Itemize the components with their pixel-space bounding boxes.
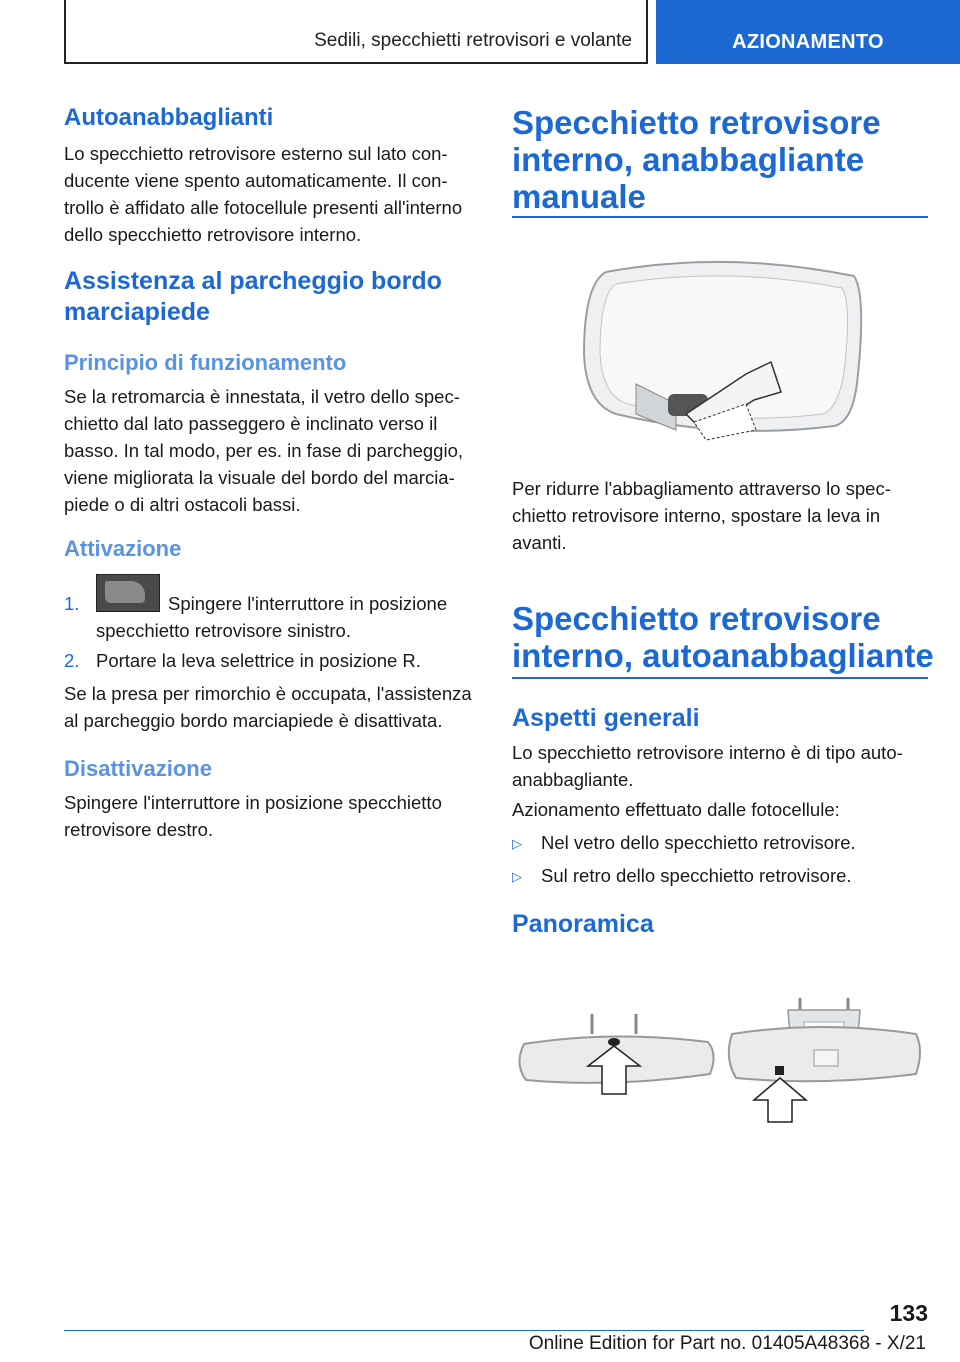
section-title-text: Sedili, specchietti retrovisori e volante xyxy=(314,30,632,51)
heading-autoanabbagliante: Specchietto retrovisore interno, autoanabbagliante xyxy=(512,600,934,674)
footer-edition: Online Edition for Part no. 01405A48368 - X/21 xyxy=(528,1333,926,1354)
mirror-switch-icon xyxy=(96,574,160,612)
footer-rule xyxy=(64,1330,864,1331)
heading-manuale: Specchietto retrovisore interno, anabbagliante manuale xyxy=(512,104,881,215)
bullet-marker-icon: ▷ xyxy=(512,836,522,851)
heading-panoramica: Panoramica xyxy=(512,910,654,938)
heading-autoanabbaglianti: Autoanabbaglianti xyxy=(64,104,274,131)
paragraph-aspetti: Lo specchietto retrovisore interno è di tipo auto- anabbagliante. xyxy=(512,742,903,790)
paragraph-principio: Se la retromarcia è innestata, il vetro dello spec- chietto dal lato passeggero è inclinato verso il basso. In tal modo, per es. in fase di parcheggio, viene migliorata la visuale del bordo del marcia- piede o di altri ostacoli bassi. xyxy=(64,386,464,515)
heading-rule-2 xyxy=(512,677,928,679)
paragraph-disattivazione: Spingere l'interruttore in posizione specchietto retrovisore destro. xyxy=(64,792,442,840)
overview-mirror-illustration xyxy=(512,994,928,1124)
heading-principio: Principio di funzionamento xyxy=(64,350,347,375)
manual-mirror-illustration xyxy=(576,254,866,444)
heading-attivazione: Attivazione xyxy=(64,536,182,561)
paragraph-manuale: Per ridurre l'abbagliamento attraverso lo spec- chietto retrovisore interno, spostare la leva in avanti. xyxy=(512,478,891,553)
heading-disattivazione: Disattivazione xyxy=(64,756,212,781)
page-number: 133 xyxy=(889,1300,928,1326)
bullet-marker-icon: ▷ xyxy=(512,869,522,884)
chapter-label: AZIONAMENTO xyxy=(732,31,884,53)
paragraph-rimorchio: Se la presa per rimorchio è occupata, l'assistenza al parcheggio bordo marciapiede è disattivata. xyxy=(64,683,472,731)
heading-assistenza-parcheggio: Assistenza al parcheggio bordo marciapiede xyxy=(64,267,442,326)
step-1-number: 1. xyxy=(64,593,80,614)
paragraph-autoanabbaglianti: Lo specchietto retrovisore esterno sul lato con- ducente viene spento automaticamente. Il con- trollo è affidato alle fotocellule presenti all'interno dello specchietto retrovisore interno. xyxy=(64,143,463,245)
step-2-number: 2. xyxy=(64,650,80,671)
heading-aspetti-generali: Aspetti generali xyxy=(512,704,700,732)
paragraph-azionamento: Azionamento effettuato dalle fotocellule: xyxy=(512,799,840,820)
header-section-title xyxy=(64,0,648,64)
heading-rule xyxy=(512,216,928,218)
header-chapter-tab[interactable] xyxy=(656,0,960,64)
